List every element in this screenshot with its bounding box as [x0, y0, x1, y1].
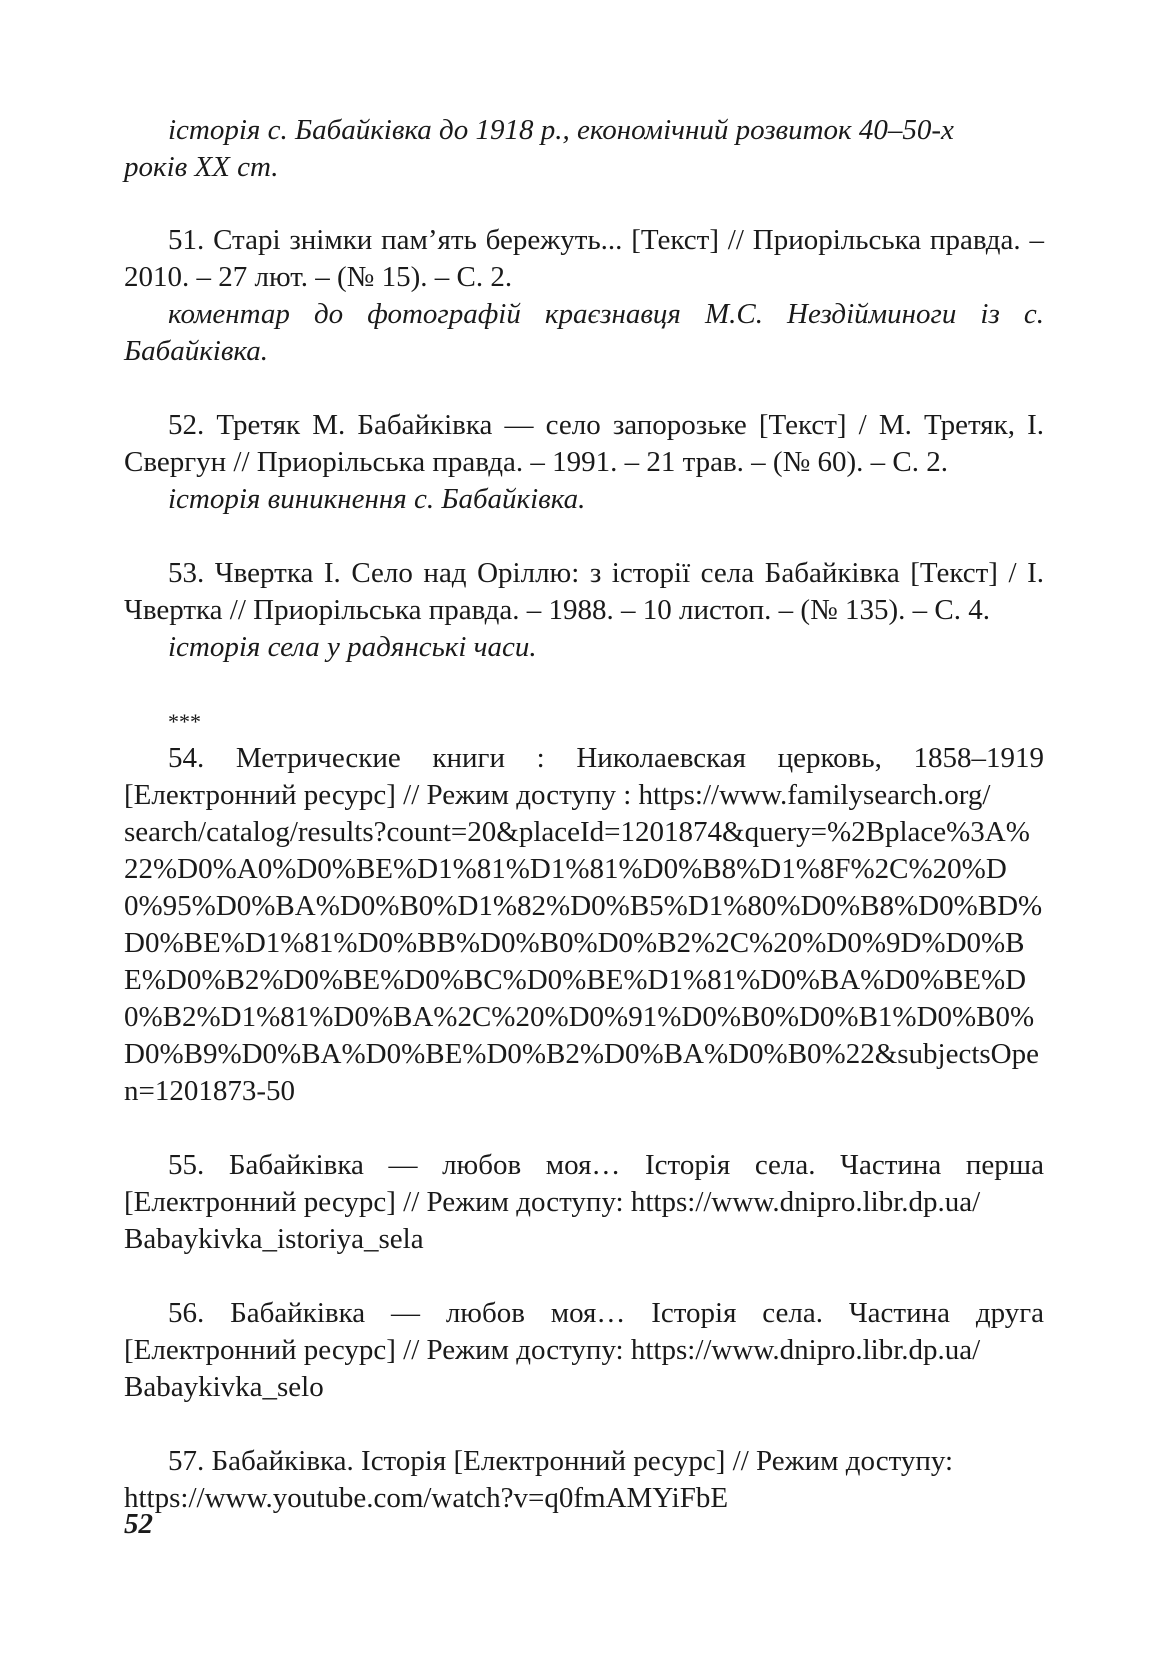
entry-55-url-tail[interactable] [124, 1221, 1044, 1258]
url-link[interactable]: Babaykivka_selo [124, 1371, 324, 1403]
entry-56 [124, 1295, 1044, 1369]
entry-52-annotation [124, 481, 1044, 518]
entry-54 [124, 740, 1044, 814]
entry-55-citation: 55. Бабайківка — любов моя… Історія села. Частина перша [Електронний ресурс] // Режим доступу: https://www.dnipro.libr.dp.ua/ [124, 1149, 1044, 1218]
entry-52 [124, 407, 1044, 481]
entry-54-citation: 54. Метрические книги : Николаевская церковь, 1858–1919 [Електронний ресурс] // Режим доступу : https://www.familysearch.org/ [124, 742, 1044, 811]
spacer [124, 370, 1044, 407]
entry-51-citation: 51. Старі знімки пам’ять бережуть... [Текст] // Приорільська правда. – 2010. – 27 лют. – (№ 15). – С. 2. [124, 224, 1044, 293]
page-number: 52 [124, 1508, 153, 1540]
spacer [124, 1406, 1044, 1443]
annotation-line: історія с. Бабайківка до 1918 р., економічний розвиток 40–50-х [168, 114, 954, 146]
entry-51-annotation [124, 296, 1044, 370]
url-link[interactable]: https://www.youtube.com/watch?v=q0fmAMYiFbE [124, 1482, 729, 1514]
entry-53-annotation [124, 629, 1044, 666]
separator-asterisks: *** [168, 709, 201, 734]
entry-54-url[interactable] [124, 814, 1044, 1110]
entry-52-citation: 52. Третяк М. Бабайківка — село запорозьке [Текст] / М. Третяк, І. Свергун // Приорільська правда. – 1991. – 21 трав. – (№ 60). – С. 2. [124, 409, 1044, 478]
section-separator [124, 703, 1044, 740]
entry-50-annotation [124, 112, 1044, 149]
annotation-text: коментар до фотографій краєзнавця М.С. Нездійминоги із с. Бабайківка. [124, 298, 1044, 367]
bibliography-list [124, 112, 1044, 1517]
entry-57-url[interactable] [124, 1480, 1044, 1517]
entry-53 [124, 555, 1044, 629]
entry-57 [124, 1443, 1044, 1480]
entry-53-citation: 53. Чвертка І. Село над Оріллю: з історії села Бабайківка [Текст] / І. Чвертка // Приорільська правда. – 1988. – 10 листоп. – (№ 135). – С. 4. [124, 557, 1044, 626]
spacer [124, 1258, 1044, 1295]
url-link[interactable]: Babaykivka_istoriya_sela [124, 1223, 424, 1255]
spacer [124, 666, 1044, 703]
entry-57-citation: 57. Бабайківка. Історія [Електронний ресурс] // Режим доступу: [168, 1445, 954, 1477]
entry-51 [124, 222, 1044, 296]
annotation-text: історія села у радянські часи. [168, 631, 537, 663]
spacer [124, 518, 1044, 555]
entry-50-annotation-cont [124, 149, 1044, 186]
annotation-text: історія виникнення с. Бабайківка. [168, 483, 586, 515]
spacer [124, 1110, 1044, 1147]
annotation-line: років XX ст. [124, 151, 279, 183]
entry-55 [124, 1147, 1044, 1221]
entry-56-citation: 56. Бабайківка — любов моя… Історія села. Частина друга [Електронний ресурс] // Режим доступу: https://www.dnipro.libr.dp.ua/ [124, 1297, 1044, 1366]
spacer [124, 186, 1044, 223]
entry-56-url-tail[interactable] [124, 1369, 1044, 1406]
url-link[interactable]: search/catalog/results?count=20&placeId=1201874&query=%2Bplace%3A%22%D0%A0%D0%BE%D1%81%D1%81%D0%B8%D1%8F%2C%20%D0%95%D0%BA%D0%B0%D1%82%D0%B5%D1%80%D0%B8%D0%BD%D0%BE%D1%81%D0%BB%D0%B0%D0%B2%2C%20%D0%9D%D0%BE%D0%B2%D0%BE%D0%BC%D0%BE%D1%81%D0%BA%D0%BE%D0%B2%D1%81%D0%BA%2C%20%D0%91%D0%B0%D0%B1%D0%B0%D0%B9%D0%BA%D0%BE%D0%B2%D0%BA%D0%B0%22&subjectsOpen=1201873-50 [124, 816, 1043, 1107]
